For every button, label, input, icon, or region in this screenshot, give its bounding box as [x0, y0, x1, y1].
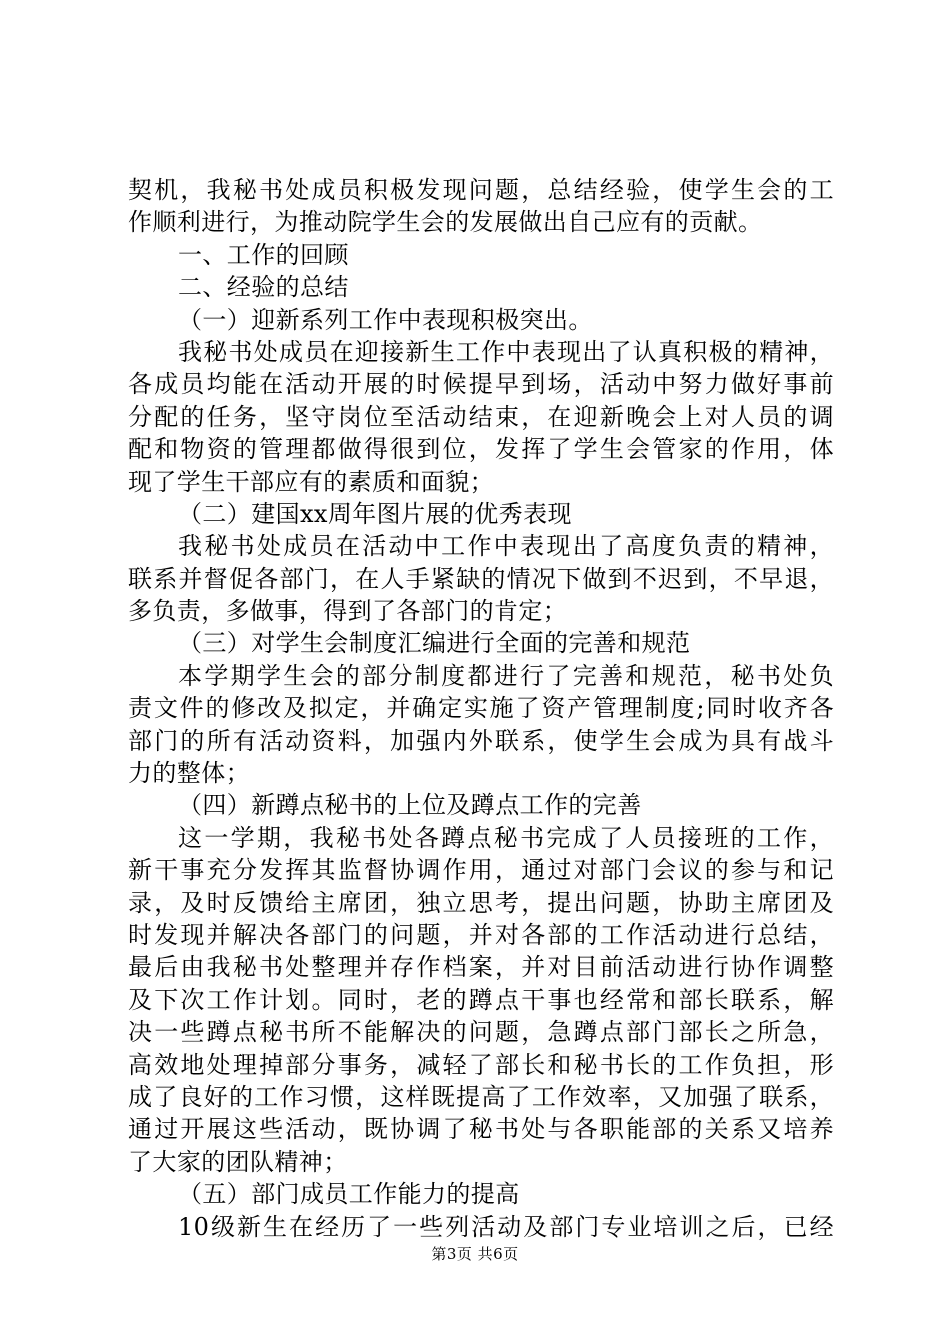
text-line: 部门的所有活动资料，加强内外联系，使学生会成为具有战斗	[128, 726, 834, 755]
text-line: 及下次工作计划。同时，老的蹲点干事也经常和部长联系，解	[128, 985, 834, 1014]
text-line: 决一些蹲点秘书所不能解决的问题，急蹲点部门部长之所急，	[128, 1018, 834, 1047]
text-line: 分配的任务，坚守岗位至活动结束，在迎新晚会上对人员的调	[128, 402, 834, 431]
text-line: 成了良好的工作习惯，这样既提高了工作效率，又加强了联系，	[128, 1082, 834, 1111]
text-line: 10级新生在经历了一些列活动及部门专业培训之后，已经	[178, 1212, 834, 1241]
text-line: 本学期学生会的部分制度都进行了完善和规范，秘书处负	[178, 661, 834, 690]
text-line: 时发现并解决各部门的问题，并对各部的工作活动进行总结，	[128, 920, 834, 949]
text-line: 契机，我秘书处成员积极发现问题，总结经验，使学生会的工	[128, 176, 834, 204]
text-line: （四）新蹲点秘书的上位及蹲点工作的完善	[178, 791, 642, 820]
text-line: 新干事充分发挥其监督协调作用，通过对部门会议的参与和记	[128, 856, 834, 885]
text-line: 高效地处理掉部分事务，减轻了部长和秘书长的工作负担，形	[128, 1050, 834, 1079]
text-line: 这一学期，我秘书处各蹲点秘书完成了人员接班的工作，	[178, 823, 834, 852]
text-line: 多负责，多做事，得到了各部门的肯定；	[128, 597, 568, 626]
text-line: 现了学生干部应有的素质和面貌；	[128, 467, 494, 496]
page-footer: 第3页 共6页	[431, 1245, 519, 1263]
text-line: 各成员均能在活动开展的时候提早到场，活动中努力做好事前	[128, 370, 834, 399]
text-line: （三）对学生会制度汇编进行全面的完善和规范	[178, 629, 691, 658]
text-line: 作顺利进行，为推动院学生会的发展做出自己应有的贡献。	[128, 208, 763, 237]
text-line: 责文件的修改及拟定，并确定实施了资产管理制度;同时收齐各	[128, 694, 834, 723]
text-line: 通过开展这些活动，既协调了秘书处与各职能部的关系又培养	[128, 1115, 834, 1144]
text-line: 一、工作的回顾	[178, 240, 349, 269]
text-line: （二）建国xx周年图片展的优秀表现	[178, 499, 572, 528]
text-line: 了大家的团队精神；	[128, 1147, 348, 1176]
text-line: 最后由我秘书处整理并存作档案，并对目前活动进行协作调整	[128, 953, 834, 982]
text-line: 配和物资的管理都做得很到位，发挥了学生会管家的作用，体	[128, 435, 834, 464]
text-line: 二、经验的总结	[178, 273, 349, 302]
text-line: 我秘书处成员在迎接新生工作中表现出了认真积极的精神，	[178, 337, 834, 366]
text-line: （一）迎新系列工作中表现积极突出。	[178, 305, 593, 334]
text-line: 联系并督促各部门，在人手紧缺的情况下做到不迟到，不早退，	[128, 564, 834, 593]
text-line: （五）部门成员工作能力的提高	[178, 1180, 520, 1209]
text-line: 录，及时反馈给主席团，独立思考，提出问题，协助主席团及	[128, 888, 834, 917]
text-line: 我秘书处成员在活动中工作中表现出了高度负责的精神，	[178, 532, 834, 561]
text-line: 力的整体；	[128, 759, 250, 788]
document-body	[128, 174, 834, 1243]
